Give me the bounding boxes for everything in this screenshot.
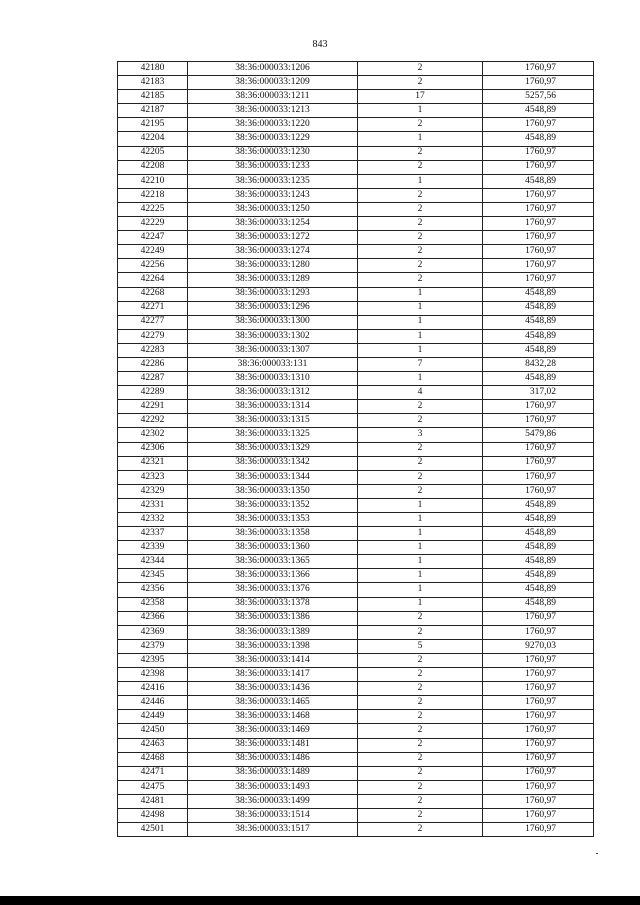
count-cell: 7 bbox=[358, 357, 483, 371]
count-cell: 1 bbox=[358, 555, 483, 569]
record-number-cell: 42249 bbox=[118, 245, 188, 259]
amount-cell: 1760,97 bbox=[483, 442, 594, 456]
amount-cell: 1760,97 bbox=[483, 484, 594, 498]
table-row bbox=[118, 231, 594, 245]
count-cell: 2 bbox=[358, 400, 483, 414]
amount-cell: 5479,86 bbox=[483, 428, 594, 442]
record-number-cell: 42321 bbox=[118, 456, 188, 470]
cadastral-number-cell: 38:36:000033:1486 bbox=[188, 752, 358, 766]
table-row bbox=[118, 456, 594, 470]
table-row bbox=[118, 273, 594, 287]
cadastral-number-cell: 38:36:000033:1398 bbox=[188, 639, 358, 653]
record-number-cell: 42356 bbox=[118, 583, 188, 597]
count-cell: 2 bbox=[358, 414, 483, 428]
amount-cell: 1760,97 bbox=[483, 118, 594, 132]
cadastral-number-cell: 38:36:000033:1366 bbox=[188, 569, 358, 583]
amount-cell: 1760,97 bbox=[483, 738, 594, 752]
record-number-cell: 42218 bbox=[118, 188, 188, 202]
amount-cell: 1760,97 bbox=[483, 76, 594, 90]
record-number-cell: 42344 bbox=[118, 555, 188, 569]
table-row bbox=[118, 104, 594, 118]
cadastral-number-cell: 38:36:000033:1329 bbox=[188, 442, 358, 456]
table-row bbox=[118, 625, 594, 639]
record-number-cell: 42271 bbox=[118, 301, 188, 315]
table-row bbox=[118, 682, 594, 696]
record-number-cell: 42345 bbox=[118, 569, 188, 583]
count-cell: 2 bbox=[358, 118, 483, 132]
record-number-cell: 42450 bbox=[118, 724, 188, 738]
record-number-cell: 42210 bbox=[118, 174, 188, 188]
count-cell: 1 bbox=[358, 513, 483, 527]
table-row bbox=[118, 188, 594, 202]
record-number-cell: 42481 bbox=[118, 794, 188, 808]
cadastral-number-cell: 38:36:000033:1230 bbox=[188, 146, 358, 160]
record-number-cell: 42306 bbox=[118, 442, 188, 456]
count-cell: 2 bbox=[358, 766, 483, 780]
count-cell: 2 bbox=[358, 76, 483, 90]
count-cell: 2 bbox=[358, 160, 483, 174]
count-cell: 2 bbox=[358, 202, 483, 216]
amount-cell: 1760,97 bbox=[483, 808, 594, 822]
record-number-cell: 42247 bbox=[118, 231, 188, 245]
amount-cell: 1760,97 bbox=[483, 653, 594, 667]
count-cell: 2 bbox=[358, 738, 483, 752]
cadastral-number-cell: 38:36:000033:1302 bbox=[188, 329, 358, 343]
amount-cell: 1760,97 bbox=[483, 400, 594, 414]
count-cell: 1 bbox=[358, 315, 483, 329]
table-row bbox=[118, 428, 594, 442]
count-cell: 1 bbox=[358, 527, 483, 541]
record-number-cell: 42332 bbox=[118, 513, 188, 527]
amount-cell: 1760,97 bbox=[483, 259, 594, 273]
record-number-cell: 42323 bbox=[118, 470, 188, 484]
count-cell: 2 bbox=[358, 259, 483, 273]
record-number-cell: 42277 bbox=[118, 315, 188, 329]
count-cell: 1 bbox=[358, 597, 483, 611]
amount-cell: 4548,89 bbox=[483, 513, 594, 527]
record-number-cell: 42204 bbox=[118, 132, 188, 146]
count-cell: 2 bbox=[358, 780, 483, 794]
record-number-cell: 42187 bbox=[118, 104, 188, 118]
cadastral-number-cell: 38:36:000033:1481 bbox=[188, 738, 358, 752]
amount-cell: 4548,89 bbox=[483, 301, 594, 315]
record-number-cell: 42366 bbox=[118, 611, 188, 625]
amount-cell: 1760,97 bbox=[483, 668, 594, 682]
count-cell: 1 bbox=[358, 329, 483, 343]
table-row bbox=[118, 329, 594, 343]
record-number-cell: 42449 bbox=[118, 710, 188, 724]
record-number-cell: 42302 bbox=[118, 428, 188, 442]
amount-cell: 4548,89 bbox=[483, 329, 594, 343]
table-row bbox=[118, 90, 594, 104]
table-row bbox=[118, 710, 594, 724]
table-row bbox=[118, 62, 594, 76]
cadastral-number-cell: 38:36:000033:1352 bbox=[188, 498, 358, 512]
amount-cell: 1760,97 bbox=[483, 780, 594, 794]
cadastral-number-cell: 38:36:000033:1414 bbox=[188, 653, 358, 667]
table-row bbox=[118, 118, 594, 132]
amount-cell: 1760,97 bbox=[483, 217, 594, 231]
table-row bbox=[118, 442, 594, 456]
cadastral-number-cell: 38:36:000033:1296 bbox=[188, 301, 358, 315]
cadastral-number-cell: 38:36:000033:1250 bbox=[188, 202, 358, 216]
table-row bbox=[118, 484, 594, 498]
cadastral-number-cell: 38:36:000033:1344 bbox=[188, 470, 358, 484]
count-cell: 2 bbox=[358, 710, 483, 724]
amount-cell: 4548,89 bbox=[483, 498, 594, 512]
count-cell: 2 bbox=[358, 231, 483, 245]
amount-cell: 1760,97 bbox=[483, 710, 594, 724]
cadastral-number-cell: 38:36:000033:1280 bbox=[188, 259, 358, 273]
cadastral-number-cell: 38:36:000033:1310 bbox=[188, 372, 358, 386]
count-cell: 2 bbox=[358, 470, 483, 484]
count-cell: 1 bbox=[358, 583, 483, 597]
table-row bbox=[118, 724, 594, 738]
record-number-cell: 42256 bbox=[118, 259, 188, 273]
count-cell: 2 bbox=[358, 808, 483, 822]
cadastral-number-cell: 38:36:000033:1514 bbox=[188, 808, 358, 822]
table-row bbox=[118, 132, 594, 146]
record-number-cell: 42395 bbox=[118, 653, 188, 667]
cadastral-number-cell: 38:36:000033:1220 bbox=[188, 118, 358, 132]
count-cell: 2 bbox=[358, 456, 483, 470]
cadastral-number-cell: 38:36:000033:1468 bbox=[188, 710, 358, 724]
table-row bbox=[118, 343, 594, 357]
amount-cell: 4548,89 bbox=[483, 541, 594, 555]
record-number-cell: 42283 bbox=[118, 343, 188, 357]
count-cell: 2 bbox=[358, 724, 483, 738]
amount-cell: 4548,89 bbox=[483, 315, 594, 329]
amount-cell: 1760,97 bbox=[483, 724, 594, 738]
record-number-cell: 42208 bbox=[118, 160, 188, 174]
amount-cell: 1760,97 bbox=[483, 414, 594, 428]
table-row bbox=[118, 287, 594, 301]
scan-bottom-edge bbox=[0, 896, 640, 905]
amount-cell: 1760,97 bbox=[483, 188, 594, 202]
count-cell: 3 bbox=[358, 428, 483, 442]
count-cell: 1 bbox=[358, 343, 483, 357]
cadastral-number-cell: 38:36:000033:1489 bbox=[188, 766, 358, 780]
table-row bbox=[118, 738, 594, 752]
amount-cell: 4548,89 bbox=[483, 343, 594, 357]
table-row bbox=[118, 76, 594, 90]
count-cell: 1 bbox=[358, 287, 483, 301]
cadastral-number-cell: 38:36:000033:1465 bbox=[188, 696, 358, 710]
table-row bbox=[118, 766, 594, 780]
amount-cell: 1760,97 bbox=[483, 625, 594, 639]
record-number-cell: 42501 bbox=[118, 823, 188, 837]
record-number-cell: 42195 bbox=[118, 118, 188, 132]
cadastral-number-cell: 38:36:000033:1213 bbox=[188, 104, 358, 118]
page-number: 843 bbox=[312, 39, 328, 50]
cadastral-number-cell: 38:36:000033:1378 bbox=[188, 597, 358, 611]
table-row bbox=[118, 400, 594, 414]
cadastral-number-cell: 38:36:000033:1358 bbox=[188, 527, 358, 541]
table-row bbox=[118, 527, 594, 541]
table-row bbox=[118, 513, 594, 527]
table-row bbox=[118, 357, 594, 371]
cadastral-number-cell: 38:36:000033:1272 bbox=[188, 231, 358, 245]
record-number-cell: 42268 bbox=[118, 287, 188, 301]
count-cell: 1 bbox=[358, 174, 483, 188]
record-number-cell: 42379 bbox=[118, 639, 188, 653]
count-cell: 2 bbox=[358, 611, 483, 625]
cadastral-number-cell: 38:36:000033:1254 bbox=[188, 217, 358, 231]
record-number-cell: 42468 bbox=[118, 752, 188, 766]
count-cell: 2 bbox=[358, 484, 483, 498]
record-number-cell: 42225 bbox=[118, 202, 188, 216]
amount-cell: 9270,03 bbox=[483, 639, 594, 653]
cadastral-number-cell: 38:36:000033:1499 bbox=[188, 794, 358, 808]
record-number-cell: 42264 bbox=[118, 273, 188, 287]
record-number-cell: 42205 bbox=[118, 146, 188, 160]
table-row bbox=[118, 301, 594, 315]
count-cell: 1 bbox=[358, 104, 483, 118]
amount-cell: 4548,89 bbox=[483, 569, 594, 583]
cadastral-number-cell: 38:36:000033:1307 bbox=[188, 343, 358, 357]
record-number-cell: 42286 bbox=[118, 357, 188, 371]
record-number-cell: 42185 bbox=[118, 90, 188, 104]
table-row bbox=[118, 653, 594, 667]
count-cell: 2 bbox=[358, 668, 483, 682]
amount-cell: 4548,89 bbox=[483, 132, 594, 146]
count-cell: 2 bbox=[358, 696, 483, 710]
record-number-cell: 42183 bbox=[118, 76, 188, 90]
table-row bbox=[118, 160, 594, 174]
amount-cell: 4548,89 bbox=[483, 597, 594, 611]
cadastral-number-cell: 38:36:000033:1274 bbox=[188, 245, 358, 259]
count-cell: 2 bbox=[358, 273, 483, 287]
table-row bbox=[118, 217, 594, 231]
table-row bbox=[118, 541, 594, 555]
record-number-cell: 42279 bbox=[118, 329, 188, 343]
amount-cell: 8432,28 bbox=[483, 357, 594, 371]
table-row bbox=[118, 696, 594, 710]
amount-cell: 1760,97 bbox=[483, 682, 594, 696]
cadastral-number-cell: 38:36:000033:1517 bbox=[188, 823, 358, 837]
count-cell: 2 bbox=[358, 146, 483, 160]
cadastral-number-cell: 38:36:000033:131 bbox=[188, 357, 358, 371]
count-cell: 2 bbox=[358, 682, 483, 696]
record-number-cell: 42287 bbox=[118, 372, 188, 386]
cadastral-number-cell: 38:36:000033:1376 bbox=[188, 583, 358, 597]
amount-cell: 4548,89 bbox=[483, 174, 594, 188]
table-row bbox=[118, 498, 594, 512]
table-row bbox=[118, 372, 594, 386]
record-number-cell: 42498 bbox=[118, 808, 188, 822]
record-number-cell: 42446 bbox=[118, 696, 188, 710]
record-number-cell: 42398 bbox=[118, 668, 188, 682]
count-cell: 2 bbox=[358, 442, 483, 456]
table-row bbox=[118, 611, 594, 625]
table-row bbox=[118, 823, 594, 837]
cadastral-number-cell: 38:36:000033:1235 bbox=[188, 174, 358, 188]
amount-cell: 1760,97 bbox=[483, 470, 594, 484]
table-row bbox=[118, 202, 594, 216]
cadastral-number-cell: 38:36:000033:1353 bbox=[188, 513, 358, 527]
amount-cell: 317,02 bbox=[483, 386, 594, 400]
count-cell: 2 bbox=[358, 188, 483, 202]
count-cell: 1 bbox=[358, 372, 483, 386]
table-row bbox=[118, 569, 594, 583]
count-cell: 5 bbox=[358, 639, 483, 653]
amount-cell: 1760,97 bbox=[483, 160, 594, 174]
table-row bbox=[118, 555, 594, 569]
record-number-cell: 42416 bbox=[118, 682, 188, 696]
record-number-cell: 42337 bbox=[118, 527, 188, 541]
count-cell: 2 bbox=[358, 62, 483, 76]
amount-cell: 1760,97 bbox=[483, 146, 594, 160]
cadastral-number-cell: 38:36:000033:1325 bbox=[188, 428, 358, 442]
cadastral-number-cell: 38:36:000033:1293 bbox=[188, 287, 358, 301]
scan-speck bbox=[596, 853, 598, 854]
amount-cell: 1760,97 bbox=[483, 202, 594, 216]
count-cell: 2 bbox=[358, 245, 483, 259]
count-cell: 1 bbox=[358, 569, 483, 583]
count-cell: 4 bbox=[358, 386, 483, 400]
table-row bbox=[118, 259, 594, 273]
cadastral-number-cell: 38:36:000033:1350 bbox=[188, 484, 358, 498]
cadastral-number-cell: 38:36:000033:1386 bbox=[188, 611, 358, 625]
table-row bbox=[118, 174, 594, 188]
cadastral-number-cell: 38:36:000033:1211 bbox=[188, 90, 358, 104]
amount-cell: 1760,97 bbox=[483, 752, 594, 766]
amount-cell: 1760,97 bbox=[483, 611, 594, 625]
amount-cell: 1760,97 bbox=[483, 245, 594, 259]
table-row bbox=[118, 315, 594, 329]
count-cell: 2 bbox=[358, 794, 483, 808]
cadastral-number-cell: 38:36:000033:1469 bbox=[188, 724, 358, 738]
amount-cell: 4548,89 bbox=[483, 372, 594, 386]
table-row bbox=[118, 752, 594, 766]
amount-cell: 1760,97 bbox=[483, 696, 594, 710]
cadastral-number-cell: 38:36:000033:1360 bbox=[188, 541, 358, 555]
amount-cell: 1760,97 bbox=[483, 823, 594, 837]
cadastral-number-cell: 38:36:000033:1314 bbox=[188, 400, 358, 414]
cadastral-number-cell: 38:36:000033:1229 bbox=[188, 132, 358, 146]
count-cell: 2 bbox=[358, 217, 483, 231]
table-row bbox=[118, 386, 594, 400]
cadastral-number-cell: 38:36:000033:1365 bbox=[188, 555, 358, 569]
table-row bbox=[118, 597, 594, 611]
record-number-cell: 42471 bbox=[118, 766, 188, 780]
table-row bbox=[118, 146, 594, 160]
cadastral-number-cell: 38:36:000033:1233 bbox=[188, 160, 358, 174]
amount-cell: 1760,97 bbox=[483, 794, 594, 808]
cadastral-number-cell: 38:36:000033:1206 bbox=[188, 62, 358, 76]
cadastral-number-cell: 38:36:000033:1389 bbox=[188, 625, 358, 639]
amount-cell: 1760,97 bbox=[483, 766, 594, 780]
table-row bbox=[118, 794, 594, 808]
amount-cell: 1760,97 bbox=[483, 231, 594, 245]
amount-cell: 4548,89 bbox=[483, 527, 594, 541]
count-cell: 2 bbox=[358, 752, 483, 766]
record-number-cell: 42329 bbox=[118, 484, 188, 498]
record-number-cell: 42339 bbox=[118, 541, 188, 555]
table-row bbox=[118, 583, 594, 597]
table-row bbox=[118, 414, 594, 428]
record-number-cell: 42292 bbox=[118, 414, 188, 428]
count-cell: 1 bbox=[358, 541, 483, 555]
cadastral-number-cell: 38:36:000033:1243 bbox=[188, 188, 358, 202]
count-cell: 2 bbox=[358, 653, 483, 667]
amount-cell: 4548,89 bbox=[483, 287, 594, 301]
record-number-cell: 42358 bbox=[118, 597, 188, 611]
amount-cell: 1760,97 bbox=[483, 62, 594, 76]
count-cell: 1 bbox=[358, 498, 483, 512]
record-number-cell: 42180 bbox=[118, 62, 188, 76]
count-cell: 2 bbox=[358, 823, 483, 837]
record-number-cell: 42291 bbox=[118, 400, 188, 414]
cadastral-number-cell: 38:36:000033:1417 bbox=[188, 668, 358, 682]
amount-cell: 1760,97 bbox=[483, 273, 594, 287]
cadastral-number-cell: 38:36:000033:1436 bbox=[188, 682, 358, 696]
count-cell: 1 bbox=[358, 132, 483, 146]
table-row bbox=[118, 245, 594, 259]
cadastral-number-cell: 38:36:000033:1493 bbox=[188, 780, 358, 794]
record-number-cell: 42331 bbox=[118, 498, 188, 512]
amount-cell: 4548,89 bbox=[483, 583, 594, 597]
table-row bbox=[118, 470, 594, 484]
count-cell: 2 bbox=[358, 625, 483, 639]
table-row bbox=[118, 639, 594, 653]
count-cell: 17 bbox=[358, 90, 483, 104]
record-number-cell: 42463 bbox=[118, 738, 188, 752]
table-body bbox=[118, 62, 594, 837]
cadastral-number-cell: 38:36:000033:1289 bbox=[188, 273, 358, 287]
table-row bbox=[118, 808, 594, 822]
record-number-cell: 42369 bbox=[118, 625, 188, 639]
record-number-cell: 42229 bbox=[118, 217, 188, 231]
cadastral-table bbox=[117, 61, 594, 837]
amount-cell: 4548,89 bbox=[483, 104, 594, 118]
amount-cell: 1760,97 bbox=[483, 456, 594, 470]
cadastral-number-cell: 38:36:000033:1209 bbox=[188, 76, 358, 90]
amount-cell: 5257,56 bbox=[483, 90, 594, 104]
record-number-cell: 42289 bbox=[118, 386, 188, 400]
record-number-cell: 42475 bbox=[118, 780, 188, 794]
cadastral-number-cell: 38:36:000033:1312 bbox=[188, 386, 358, 400]
cadastral-number-cell: 38:36:000033:1342 bbox=[188, 456, 358, 470]
count-cell: 1 bbox=[358, 301, 483, 315]
table-row bbox=[118, 668, 594, 682]
cadastral-number-cell: 38:36:000033:1315 bbox=[188, 414, 358, 428]
table-row bbox=[118, 780, 594, 794]
cadastral-number-cell: 38:36:000033:1300 bbox=[188, 315, 358, 329]
amount-cell: 4548,89 bbox=[483, 555, 594, 569]
